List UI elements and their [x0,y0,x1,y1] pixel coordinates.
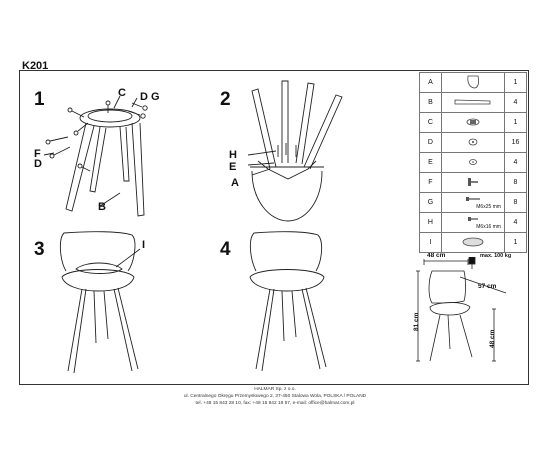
dimension-diagram [408,257,528,367]
table-row [420,93,527,113]
part-spec: M6x16 mm [476,224,501,230]
bolt-icon [465,196,481,202]
label-fd: F D [34,148,42,170]
company-address: ul. Centralnego Okręgu Przemysłowego 2, 37-450 Stalowa Wola, POLSKA / POLAND [183,394,367,399]
step-number-3: 3 [34,239,45,260]
short-bolt-icon [467,216,479,222]
part-image [441,93,504,113]
part-letter: C [420,113,442,133]
small-washer-icon [468,158,478,166]
seat-width-dimension: 48 cm [427,252,446,259]
table-row [420,133,527,153]
table-row [420,213,527,233]
parts-table [419,72,527,253]
part-letter: A [420,73,442,93]
step-number-4: 4 [220,239,231,260]
step4-diagram [250,232,326,371]
part-image [441,153,504,173]
table-row [420,193,527,213]
part-quantity: 1 [504,73,526,93]
part-letter: I [420,233,442,253]
table-row [420,173,527,193]
part-image [441,133,504,153]
step3-diagram [60,232,140,373]
step2-diagram [248,81,342,221]
table-row [420,113,527,133]
label-h: H [229,149,237,161]
part-image [441,173,504,193]
part-spec: M6x25 mm [476,204,501,210]
leg-icon [454,98,492,106]
label-b: B [98,201,106,213]
long-bolt-icon [467,177,479,187]
assembly-drawings [20,71,420,386]
leg-connector-icon [466,117,480,127]
label-i: I [142,239,146,251]
part-letter: F [420,173,442,193]
table-row [420,153,527,173]
part-quantity: 8 [504,193,526,213]
company-name: HALMAR Sp. z o.o. [254,387,296,392]
part-letter: B [420,93,442,113]
label-a: A [231,177,239,189]
part-quantity: 1 [504,233,526,253]
part-image [441,193,504,213]
part-image [441,233,504,253]
company-contact: tel. +48 15 843 28 10, fax: +48 15 842 19 57, e-mail: office@halmar.com.pl [195,401,355,406]
part-letter: H [420,213,442,233]
step-number-1: 1 [34,89,45,110]
part-letter: D [420,133,442,153]
part-quantity: 4 [504,213,526,233]
part-quantity: 4 [504,93,526,113]
table-row [420,233,527,253]
part-letter: E [420,153,442,173]
part-quantity: 8 [504,173,526,193]
seat-shell-icon [463,75,483,89]
part-image [441,113,504,133]
depth-dimension: 57 cm [478,283,497,290]
max-load-label: max. 100 kg [480,253,512,259]
part-letter: G [420,193,442,213]
part-image [441,73,504,93]
step-number-2: 2 [220,89,231,110]
part-image [441,213,504,233]
height-dimension: 81 cm [413,312,420,331]
step1-diagram [44,96,147,216]
label-c: C [118,87,126,99]
part-quantity: 4 [504,153,526,173]
part-quantity: 1 [504,113,526,133]
part-quantity: 16 [504,133,526,153]
cushion-icon [462,237,484,247]
label-dg: D G [140,91,160,103]
table-row [420,73,527,93]
model-code: K201 [22,60,49,72]
label-e: E [229,161,237,173]
company-footer [0,386,550,407]
seat-height-dimension: 48 cm [489,329,496,348]
washer-icon [468,138,478,146]
